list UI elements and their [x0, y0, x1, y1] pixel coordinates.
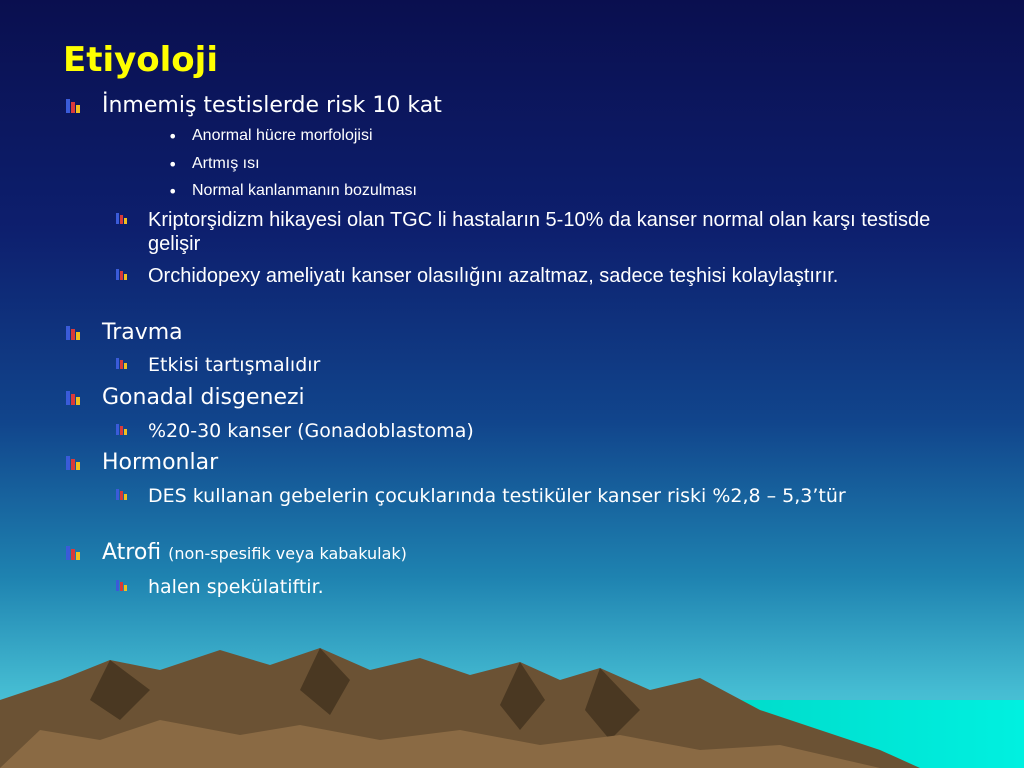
bullet-icon — [116, 269, 128, 280]
slide-title: Etiyoloji — [63, 40, 218, 80]
bullet-icon — [116, 489, 128, 500]
bullet-icon — [116, 424, 128, 435]
bullet-icon — [66, 99, 82, 113]
item-atrofi-label: Atrofi — [102, 540, 162, 565]
bullet-icon — [116, 580, 128, 591]
dot-bullet: • — [168, 127, 178, 146]
item-normal: Normal kanlanmanın bozulması — [192, 182, 417, 199]
bullet-icon — [66, 391, 82, 405]
bullet-icon — [116, 358, 128, 369]
item-gonadal: Gonadal disgenezi — [102, 385, 305, 410]
item-travma: Travma — [102, 320, 183, 345]
item-atrofi — [102, 540, 407, 565]
item-des: DES kullanan gebelerin çocuklarında testiküler kanser riski %2,8 – 5,3’tür — [148, 485, 846, 507]
item-kriptorsidizm: Kriptorşidizm hikayesi olan TGC li hastaların 5-10% da kanser normal olan karşı testisde gelişir — [148, 209, 931, 255]
bullet-icon — [66, 456, 82, 470]
bullet-icon — [116, 213, 128, 224]
item-anormal: Anormal hücre morfolojisi — [192, 127, 373, 144]
item-orchidopexy: Orchidopexy ameliyatı kanser olasılığını azaltmaz, sadece teşhisi kolaylaştırır. — [148, 265, 839, 287]
item-hormonlar: Hormonlar — [102, 450, 219, 475]
item-inmemis: İnmemiş testislerde risk 10 kat — [102, 93, 442, 118]
item-halen: halen spekülatiftir. — [148, 576, 324, 598]
item-gonadoblastoma: %20-30 kanser (Gonadoblastoma) — [148, 420, 474, 442]
item-artmis: Artmış ısı — [192, 155, 260, 172]
item-etkisi: Etkisi tartışmalıdır — [148, 354, 321, 376]
dot-bullet: • — [168, 182, 178, 201]
bullet-icon — [66, 326, 82, 340]
item-atrofi-note: (non-spesifik veya kabakulak) — [168, 544, 407, 563]
bullet-icon — [66, 546, 82, 560]
dot-bullet: • — [168, 155, 178, 174]
